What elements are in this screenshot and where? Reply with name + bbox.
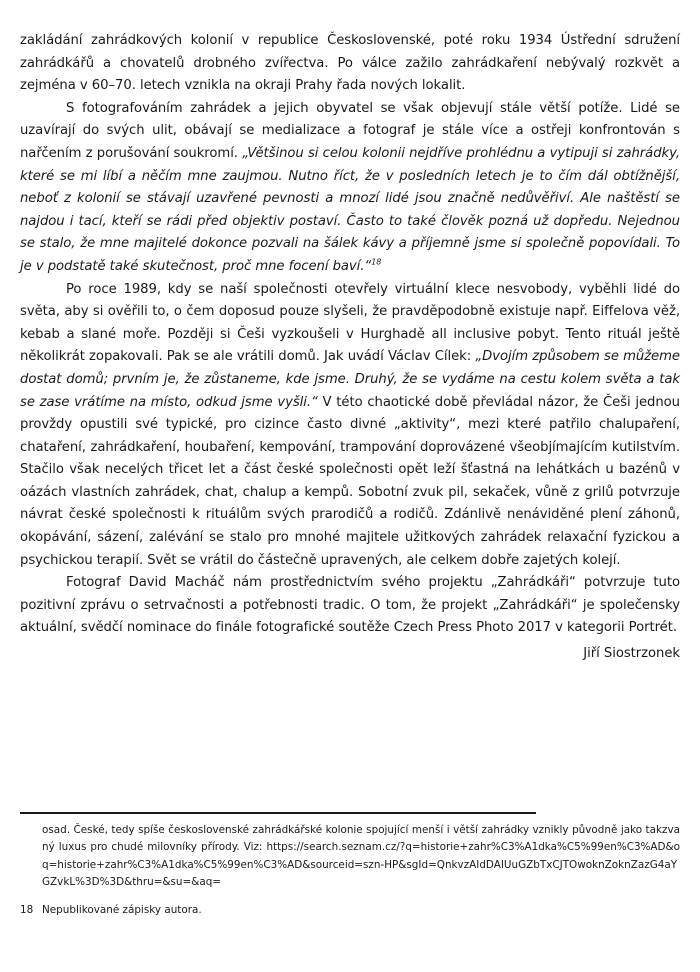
- text-run: V této chaotické době převládal názor, že Češi jednou provždy opustili své typické, pro cizince často divné „aktivity“, mezi které patřilo chalupaření, chataření, zahrádkaření, houbaření, kempování, trampování doprovázené všeobjímajícím kutilstvím. Stačilo však necelých třicet let a část české společnosti opět leží šťastná na lehátkách u bazénů v oázách vlastních zahrádek, chat, chalup a kempů. Sobotní zvuk pil, sekaček, vůně z grilů potvrzuje návrat české společnosti k rituálům svých prarodičů a rodičů. Zdánlivě nenáviděné plení záhonů, okopávání, sázení, zalévání se stalo pro mnohé majitele užitkových zahrádek relaxační fyzickou a psychickou terapií. Svět se vrátil do částečně upravených, ale celkem dobře zajetých kolejí.: [20, 394, 680, 568]
- quotation: „Většinou si celou kolonii nejdříve prohlédnu a vytipuji si zahrádky, které se mi líbí a něčím mne zaujmou. Nutno říct, že v posledních letech je to čím dál obtížnější, neboť z kolonií se stávají uzavřené pevnosti a mnozí lidé jsou značně nedůvěřiví. Ale naštěstí se najdou i tací, kteří se rádi před objektiv postaví. Často to také člověk pozná už dopředu. Nejednou se stalo, že mne majitelé dokonce pozvali na šálek kávy a příjemně jsme si společně popovídali. To je v podstatě také skutečnost, proč mne focení baví.“: [20, 145, 680, 274]
- article-body: [20, 30, 680, 666]
- paragraph: [20, 572, 680, 640]
- footnote-text: Nepublikované zápisky autora.: [42, 903, 202, 916]
- author-signature: Jiří Siostrzonek: [583, 646, 680, 662]
- paragraph: [20, 279, 680, 573]
- footnote-separator: [20, 812, 536, 814]
- paragraph: [20, 30, 680, 98]
- footnote-reference: 18: [371, 257, 382, 267]
- quotation: „Dvojím způsobem se můžeme dostat domů; prvním je, že zůstaneme, kde jsme. Druhý, že se vydáme na cestu kolem světa a tak se zase vrátíme na místo, odkud jsme vyšli.“: [20, 349, 680, 410]
- footnotes-section: [20, 822, 680, 919]
- text-run: Po roce 1989, kdy se naší společnosti otevřely virtuální klece nesvobody, vyběhli lidé do světa, aby si ověřili to, o čem doposud pouze slyšeli, že pravděpodobně existuje např. Eiffelova věž, kebab a slané moře. Později si Češi vyzkoušeli v Hurghadě all inclusive pobyt. Tento rituál ještě několikrát zopakovali. Pak se ale vrátili domů. Jak uvádí Václav Cílek:: [20, 281, 680, 365]
- text-run: zakládání zahrádkových kolonií v republice Československé, poté roku 1934 Ústřední sdružení zahrádkářů a chovatelů drobného zvířectva. Po válce zažilo zahrádkaření nebývalý rozkvět a zejména v 60–70. letech vznikla na okraji Prahy řada nových lokalit.: [20, 33, 680, 94]
- footnote-number: 18: [20, 903, 34, 916]
- text-run: S fotografováním zahrádek a jejich obyvatel se však objevují stále větší potíže. Lidé se uzavírají do svých ulit, obávají se medializace a fotograf je stále více a ostřeji konfrontován s nařčením z porušování soukromí.: [20, 100, 680, 161]
- paragraph: [20, 98, 680, 279]
- text-run: Fotograf David Macháč nám prostřednictvím svého projektu „Zahrádkáři“ potvrzuje tuto pozitivní zprávu o setrvačnosti a potřebnosti tradic. O tom, že projekt „Zahrádkáři“ je společensky aktuální, svědčí nominace do finále fotografické soutěže Czech Press Photo 2017 v kategorii Portrét.: [20, 575, 680, 636]
- footnote-18: [20, 902, 680, 919]
- footnote-continuation: osad. České, tedy spíše československé zahrádkářské kolonie spojující menší i větší zahrádky vznikly původně jako takzvaný luxus pro chudé milovníky přírody. Viz: https://search.seznam.cz/?q=historie+zahr%C3%A1dka%C5%99en%C3%AD&oq=historie+zahr%C3%A1dka%C5%99en%C3%AD&sourceid=szn-HP&sgId=QnkvzAIdDAIUuGZbTxCJTOwoknZoknZazG4aYGZvkL%3D%3D&thru=&su=&aq=: [42, 824, 680, 889]
